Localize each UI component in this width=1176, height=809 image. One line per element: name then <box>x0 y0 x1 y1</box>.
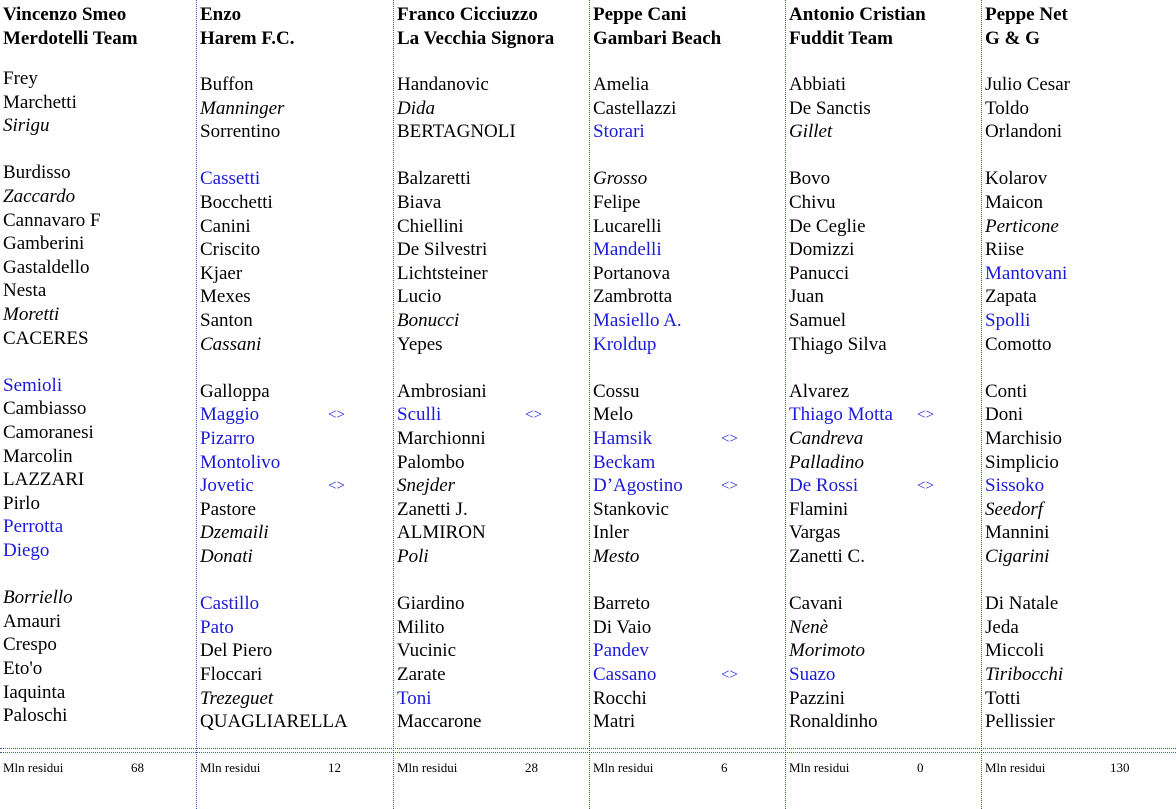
player-name: Semioli <box>3 374 63 396</box>
player-name: BERTAGNOLI <box>397 121 516 143</box>
player-name: Sculli <box>397 404 442 426</box>
swap-marker: <> <box>721 478 738 495</box>
budget-value: 130 <box>1110 760 1130 775</box>
player-name: Iaquinta <box>3 681 66 703</box>
player-name: Chivu <box>789 192 836 213</box>
player-name: Matri <box>593 711 636 733</box>
player-name: Barreto <box>593 593 650 615</box>
swap-marker: <> <box>525 407 542 424</box>
swap-marker: <> <box>917 478 934 495</box>
player-name: Masiello A. <box>593 310 682 331</box>
team-column <box>981 0 1176 809</box>
player-name: Seedorf <box>985 498 1044 520</box>
player-name: Bocchetti <box>200 192 273 213</box>
player-name: Conti <box>985 380 1028 402</box>
player-name: Pazzini <box>789 687 845 709</box>
owner-name: Enzo <box>200 4 242 25</box>
player-name: Storari <box>593 121 645 143</box>
team-column <box>196 0 392 809</box>
player-name: Milito <box>397 616 445 638</box>
team-column <box>393 0 589 809</box>
swap-marker: <> <box>721 667 738 683</box>
player-name: Alvarez <box>789 380 850 402</box>
budget-label: Mln residui <box>200 760 261 775</box>
player-name: Sissoko <box>985 475 1045 497</box>
player-name: De Ceglie <box>789 215 866 237</box>
player-name: Palladino <box>789 451 864 473</box>
player-name: Vargas <box>789 522 841 544</box>
player-name: Ronaldinho <box>789 711 878 733</box>
player-name: Dida <box>397 97 435 119</box>
player-name: Toni <box>397 687 432 709</box>
player-name: Nenè <box>789 616 829 638</box>
player-name: Flamini <box>789 498 849 520</box>
player-name: Maggio <box>200 404 260 426</box>
player-name: Donati <box>200 546 253 567</box>
player-name: Perticone <box>985 215 1059 237</box>
budget-value: 68 <box>131 760 144 775</box>
player-name: Doni <box>985 404 1023 426</box>
budget-label: Mln residui <box>985 760 1046 775</box>
player-name: Zanetti J. <box>397 498 468 520</box>
swap-marker: <> <box>917 407 934 424</box>
player-name: Montolivo <box>200 451 281 473</box>
swap-marker: <> <box>721 431 738 447</box>
player-name: Cossu <box>593 380 640 402</box>
player-name: Cassani <box>200 333 262 355</box>
player-name: Manninger <box>200 97 285 119</box>
player-name: Stankovic <box>593 498 669 520</box>
team-header <box>3 3 138 51</box>
player-name: Borriello <box>3 587 73 609</box>
player-name: Camoranesi <box>3 422 94 443</box>
player-name: Balzaretti <box>397 168 471 190</box>
player-name: Zanetti C. <box>789 546 865 567</box>
player-name: Mesto <box>593 546 640 567</box>
player-name: Amauri <box>3 610 62 632</box>
player-name: Maccarone <box>397 711 482 733</box>
player-name: Frey <box>3 68 38 89</box>
player-name: Del Piero <box>200 640 273 662</box>
team-column <box>589 0 785 809</box>
player-name: Diego <box>3 540 50 561</box>
budget-value: 12 <box>328 760 341 775</box>
team-name: La Vecchia Signora <box>397 28 555 49</box>
player-name: Orlandoni <box>985 121 1063 143</box>
player-name: Spolli <box>985 310 1031 331</box>
player-name: Portanova <box>593 262 671 284</box>
player-name: Biava <box>397 192 442 213</box>
player-name: De Sanctis <box>789 97 871 119</box>
player-name: Pastore <box>200 498 256 520</box>
player-name: Criscito <box>200 239 261 261</box>
player-name: Candreva <box>789 428 864 449</box>
player-name: Zambrotta <box>593 286 673 308</box>
player-name: Cannavaro F <box>3 209 101 231</box>
player-name: De Rossi <box>789 475 859 497</box>
player-name: Dzemaili <box>200 522 269 544</box>
player-name: Toldo <box>985 97 1030 119</box>
player-name: Simplicio <box>985 451 1059 473</box>
player-name: Kjaer <box>200 262 243 284</box>
team-header <box>593 3 721 51</box>
player-name: Handanovic <box>397 74 489 95</box>
player-name: D’Agostino <box>593 475 683 497</box>
team-header <box>397 3 554 51</box>
player-name: Marchionni <box>397 428 486 449</box>
player-name: Suazo <box>789 664 836 685</box>
player-name: Cambiasso <box>3 398 87 420</box>
player-name: Melo <box>593 404 634 426</box>
player-name: Pellissier <box>985 711 1055 733</box>
player-name: Cavani <box>789 593 843 615</box>
player-name: Paloschi <box>3 705 68 727</box>
team-header <box>985 3 1068 51</box>
player-name: Chiellini <box>397 215 464 237</box>
player-name: Ambrosiani <box>397 380 487 402</box>
player-name: Tiribocchi <box>985 664 1064 685</box>
player-name: Nesta <box>3 280 47 302</box>
player-name: Cassano <box>593 664 657 685</box>
player-name: Riise <box>985 239 1025 261</box>
player-name: Beckam <box>593 451 656 473</box>
player-name: Julio Cesar <box>985 74 1070 95</box>
player-name: Marchisio <box>985 428 1063 449</box>
player-name: Inler <box>593 522 629 544</box>
player-name: Perrotta <box>3 516 64 538</box>
player-name: Moretti <box>3 304 60 325</box>
budget-label: Mln residui <box>397 760 458 775</box>
player-name: Di Natale <box>985 593 1059 615</box>
player-name: Lichtsteiner <box>397 262 488 284</box>
player-name: Hamsik <box>593 428 653 449</box>
budget-value: 6 <box>721 760 728 775</box>
player-name: Morimoto <box>789 640 865 662</box>
player-name: Pizarro <box>200 428 255 449</box>
player-name: Juan <box>789 286 824 308</box>
swap-marker: <> <box>328 478 345 495</box>
budget-value: 28 <box>525 760 538 775</box>
player-name: Kolarov <box>985 168 1048 190</box>
player-name: Pato <box>200 616 234 638</box>
player-name: Di Vaio <box>593 616 652 638</box>
player-name: De Silvestri <box>397 239 488 261</box>
player-name: Marchetti <box>3 91 77 113</box>
player-name: Buffon <box>200 74 254 95</box>
player-name: Rocchi <box>593 687 647 709</box>
player-name: Panucci <box>789 262 850 284</box>
swap-marker: <> <box>328 407 345 424</box>
player-name: Yepes <box>397 333 443 355</box>
player-name: Poli <box>397 546 429 567</box>
player-name: Zaccardo <box>3 186 76 207</box>
team-header <box>200 3 294 51</box>
player-name: Bovo <box>789 168 831 190</box>
player-name: Zarate <box>397 664 446 685</box>
player-name: Thiago Silva <box>789 333 887 355</box>
player-name: QUAGLIARELLA <box>200 711 348 733</box>
player-name: Floccari <box>200 664 263 685</box>
player-name: Comotto <box>985 333 1052 355</box>
player-name: Palombo <box>397 451 465 473</box>
player-name: ALMIRON <box>397 522 486 544</box>
player-name: Maicon <box>985 192 1044 213</box>
team-name: Fuddit Team <box>789 28 894 49</box>
owner-name: Antonio Cristian <box>789 4 926 25</box>
player-name: Gamberini <box>3 233 85 255</box>
player-name: Santon <box>200 310 253 331</box>
footer-divider <box>0 748 1176 749</box>
budget-label: Mln residui <box>3 760 64 775</box>
player-name: Mexes <box>200 286 251 308</box>
player-name: Thiago Motta <box>789 404 893 426</box>
player-name: Bonucci <box>397 310 460 331</box>
team-header <box>789 3 926 51</box>
team-name: Merdotelli Team <box>3 28 138 49</box>
player-name: CACERES <box>3 327 89 349</box>
player-name: Domizzi <box>789 239 855 261</box>
player-name: Lucio <box>397 286 442 308</box>
player-name: Castillo <box>200 593 260 615</box>
player-name: Gastaldello <box>3 256 90 278</box>
player-name: Galloppa <box>200 380 270 402</box>
budget-label: Mln residui <box>593 760 654 775</box>
player-name: Marcolin <box>3 445 73 467</box>
team-column <box>785 0 981 809</box>
player-name: Cigarini <box>985 546 1050 567</box>
player-name: Pirlo <box>3 492 40 514</box>
owner-name: Franco Cicciuzzo <box>397 4 538 25</box>
player-name: Burdisso <box>3 162 71 184</box>
player-name: Canini <box>200 215 251 237</box>
player-name: Cassetti <box>200 168 261 190</box>
player-name: Mantovani <box>985 262 1068 284</box>
player-name: Sorrentino <box>200 121 281 143</box>
player-name: Amelia <box>593 74 649 95</box>
team-name: Gambari Beach <box>593 28 722 49</box>
footer-divider <box>0 752 1176 753</box>
player-name: Crespo <box>3 634 57 656</box>
budget-value: 0 <box>917 760 924 775</box>
player-name: Mannini <box>985 522 1050 544</box>
player-name: Giardino <box>397 593 465 615</box>
player-name: Grosso <box>593 168 648 190</box>
player-name: Lucarelli <box>593 215 662 237</box>
player-name: Miccoli <box>985 640 1045 662</box>
player-name: Snejder <box>397 475 456 497</box>
player-name: Jovetic <box>200 475 254 497</box>
player-name: Kroldup <box>593 333 657 355</box>
owner-name: Peppe Cani <box>593 4 687 25</box>
player-name: Samuel <box>789 310 846 331</box>
player-name: Sirigu <box>3 115 50 137</box>
player-name: Pandev <box>593 640 649 662</box>
player-name: LAZZARI <box>3 469 85 491</box>
player-name: Jeda <box>985 616 1019 638</box>
player-name: Felipe <box>593 192 641 213</box>
player-name: Eto'o <box>3 658 43 679</box>
owner-name: Peppe Net <box>985 4 1068 25</box>
owner-name: Vincenzo Smeo <box>3 4 127 25</box>
team-name: Harem F.C. <box>200 28 295 49</box>
player-name: Totti <box>985 687 1021 709</box>
player-name: Vucinic <box>397 640 457 662</box>
player-name: Mandelli <box>593 239 662 261</box>
team-name: G & G <box>985 28 1040 49</box>
player-name: Zapata <box>985 286 1037 308</box>
player-name: Gillet <box>789 121 833 143</box>
player-name: Trezeguet <box>200 687 274 709</box>
budget-label: Mln residui <box>789 760 850 775</box>
player-name: Castellazzi <box>593 97 677 119</box>
player-name: Abbiati <box>789 74 846 95</box>
team-column <box>0 0 196 809</box>
